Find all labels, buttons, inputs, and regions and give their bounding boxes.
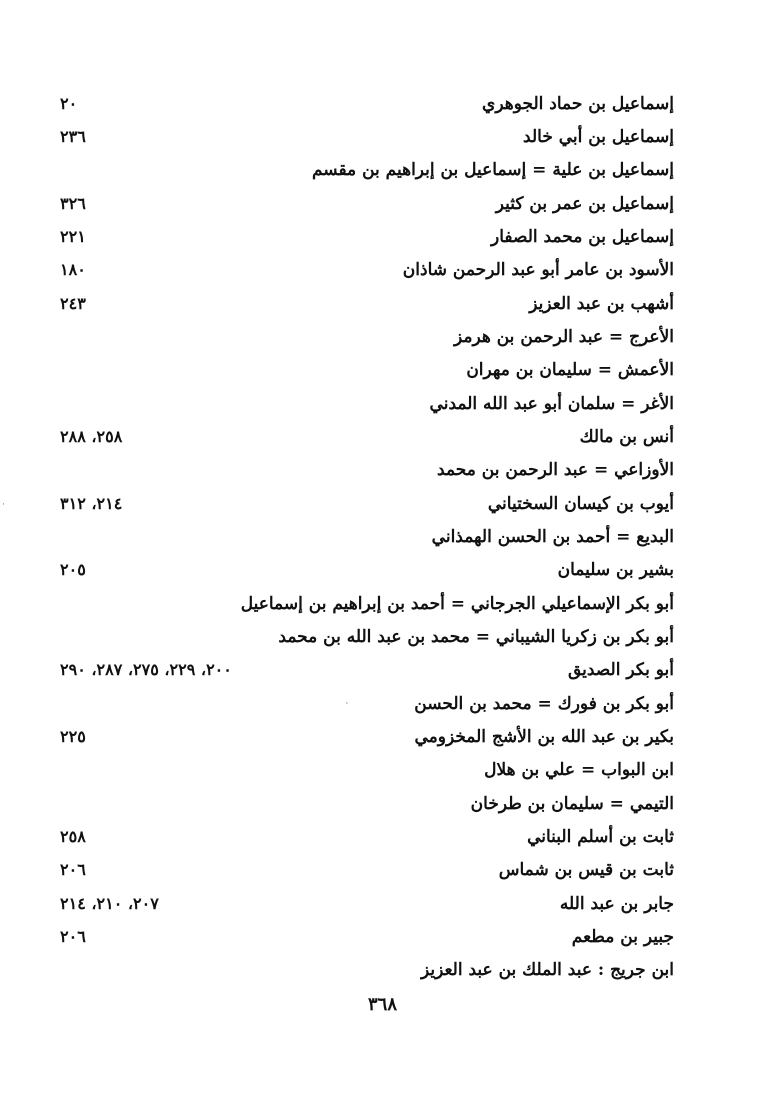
entry-name: أبو بكر الصديق: [567, 659, 674, 680]
index-entry: [60, 520, 674, 553]
entry-name: الأسود بن عامر أبو عبد الرحمن شاذان: [402, 259, 674, 280]
entry-name: أنس بن مالك: [579, 426, 674, 447]
index-entry: [60, 220, 674, 253]
entry-name: أبو بكر بن فورك = محمد بن الحسن: [414, 693, 674, 714]
entry-pages: ٢٣٦: [60, 127, 86, 146]
entry-pages: ٢١٤، ٣١٢: [60, 494, 123, 513]
entry-name: إسماعيل بن أبي خالد: [523, 126, 674, 147]
entry-name: الأعرج = عبد الرحمن بن هرمز: [453, 326, 674, 347]
entry-name: جبير بن مطعم: [571, 926, 674, 947]
entry-name: بكير بن عبد الله بن الأشج المخزومي: [414, 726, 674, 747]
index-entry: [60, 353, 674, 386]
index-entry: [60, 120, 674, 153]
entry-pages: ٢٠٥: [60, 560, 86, 579]
index-entry: [60, 453, 674, 486]
entry-pages: ٢٢٥: [60, 727, 86, 746]
entry-pages: ٢٠٦: [60, 927, 86, 946]
index-entry: [60, 253, 674, 286]
entry-name: جابر بن عبد الله: [559, 893, 674, 914]
entry-name: أيوب بن كيسان السختياني: [487, 493, 674, 514]
index-entry: [60, 87, 674, 120]
entry-name: التيمي = سليمان بن طرخان: [470, 793, 674, 814]
scan-mark: ·: [2, 500, 5, 510]
index-entry: [60, 153, 674, 186]
index-entry: [60, 787, 674, 820]
index-entry: [60, 620, 674, 653]
entry-name: إسماعيل بن محمد الصفار: [490, 226, 674, 247]
entry-pages: ٢٢١: [60, 227, 86, 246]
entry-pages: ٢٠٧، ٢١٠، ٢١٤: [60, 894, 159, 913]
entry-name: أشهب بن عبد العزيز: [529, 293, 674, 314]
index-entry: [60, 287, 674, 320]
index-entry: [60, 187, 674, 220]
entry-pages: ٣٢٦: [60, 194, 86, 213]
index-entry: [60, 820, 674, 853]
entry-name: ابن البواب = علي بن هلال: [484, 759, 674, 780]
entry-name: الأعمش = سليمان بن مهران: [466, 359, 674, 380]
index-entry: [60, 553, 674, 586]
entry-name: أبو بكر بن زكريا الشيباني = محمد بن عبد الله بن محمد: [278, 626, 674, 647]
index-entry: [60, 887, 674, 920]
entry-pages: ٢٥٨، ٢٨٨: [60, 427, 123, 446]
index-entry: [60, 487, 674, 520]
scan-mark: `: [345, 703, 350, 713]
index-entry: [60, 720, 674, 753]
index-entry: [60, 953, 674, 986]
entry-name: ثابت بن أسلم البناني: [527, 826, 674, 847]
index-entry: [60, 687, 674, 720]
page-number: ٣٦٨: [367, 994, 397, 1015]
entry-name: الأوزاعي = عبد الرحمن بن محمد: [437, 459, 674, 480]
entry-name: ابن جريج : عبد الملك بن عبد العزيز: [420, 959, 674, 980]
index-entry: [60, 753, 674, 786]
index-entry: [60, 920, 674, 953]
index-entry: [60, 320, 674, 353]
entry-name: ثابت بن قيس بن شماس: [498, 859, 674, 880]
entry-name: بشير بن سليمان: [557, 559, 674, 580]
index-entry: [60, 653, 674, 686]
entry-name: إسماعيل بن حماد الجوهري: [482, 93, 674, 114]
entry-name: أبو بكر الإسماعيلي الجرجاني = أحمد بن إبراهيم بن إسماعيل: [240, 593, 674, 614]
index-entry: [60, 420, 674, 453]
entry-pages: ٢٠: [60, 94, 78, 113]
entry-pages: ٢٠٦: [60, 860, 86, 879]
entry-name: البديع = أحمد بن الحسن الهمذاني: [431, 526, 674, 547]
entry-pages: ٢٤٣: [60, 294, 86, 313]
index-entry: [60, 853, 674, 886]
index-entry: [60, 387, 674, 420]
entry-pages: ١٨٠: [60, 260, 86, 279]
entry-name: إسماعيل بن علية = إسماعيل بن إبراهيم بن مقسم: [311, 159, 674, 180]
entry-name: الأغر = سلمان أبو عبد الله المدني: [429, 393, 674, 414]
entry-pages: ٢٠٠، ٢٢٩، ٢٧٥، ٢٨٧، ٢٩٠: [60, 660, 232, 679]
entry-pages: ٢٥٨: [60, 827, 86, 846]
entry-name: إسماعيل بن عمر بن كثير: [495, 193, 674, 214]
index-entry: [60, 587, 674, 620]
